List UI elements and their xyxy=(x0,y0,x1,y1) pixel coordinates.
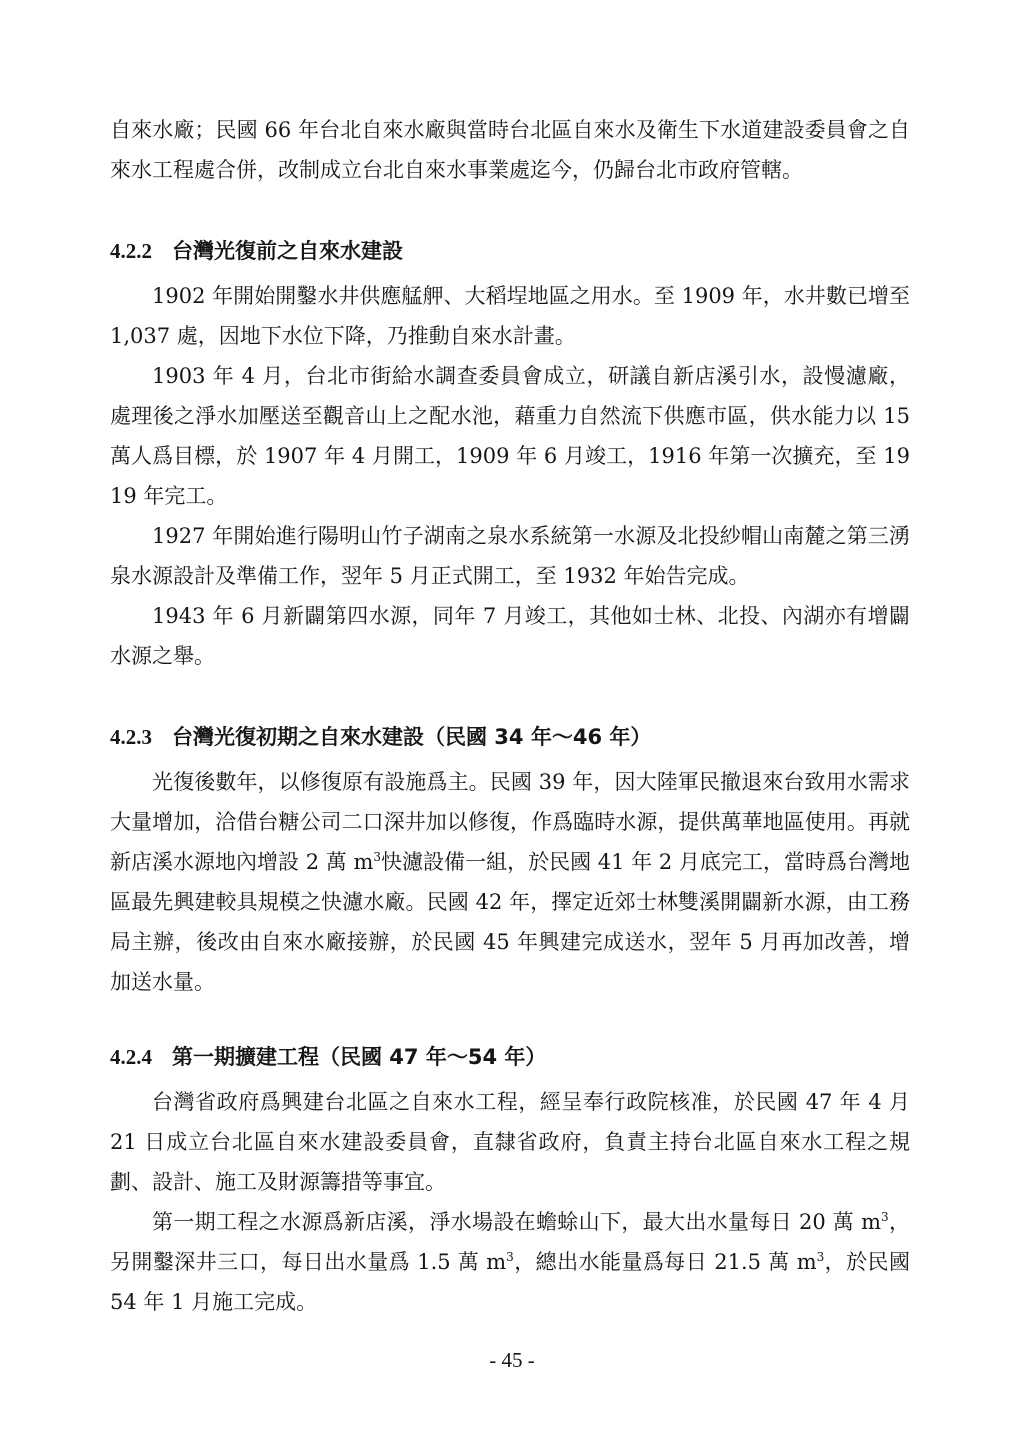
section-title: 台灣光復前之自來水建設 xyxy=(172,239,403,263)
text-run: ，於民國 54 年 1 月施工完成。 xyxy=(110,1250,910,1314)
text-run: 快濾設備一組，於民國 41 年 2 月底完工，當時爲台灣地區最先興建較具規模之快濾水廠。民國 42 年，擇定近郊士林雙溪開闢新水源，由工務局主辦，後改由自來水廠接辦，於民國 45 年興建完成送水，翌年 5 月再加改善，增加送水量。 xyxy=(110,850,910,994)
section-heading-4-2-4 xyxy=(110,1042,546,1072)
paragraph-1902-wells: 1902 年開始開鑿水井供應艋舺、大稻埕地區之用水。至 1909 年，水井數已增至 1,037 處，因地下水位下降，乃推動自來水計畫。 xyxy=(110,284,910,348)
paragraph-postwar-restoration xyxy=(110,762,910,1002)
paragraph-intro-continuation: 自來水廠；民國 66 年台北自來水廠與當時台北區自來水及衛生下水道建設委員會之自來水工程處合併，改制成立台北自來水事業處迄今，仍歸台北市政府管轄。 xyxy=(110,118,910,182)
paragraph-construction-committee: 台灣省政府爲興建台北區之自來水工程，經呈奉行政院核准，於民國 47 年 4 月 21 日成立台北區自來水建設委員會，直隸省政府，負責主持台北區自來水工程之規劃、設計、施工及財源籌措等事宜。 xyxy=(110,1090,910,1194)
paragraph-1903-committee: 1903 年 4 月，台北市街給水調查委員會成立，研議自新店溪引水，設慢濾廠，處理後之淨水加壓送至觀音山上之配水池，藉重力自然流下供應市區，供水能力以 15 萬人爲目標，於 1907 年 4 月開工，1909 年 6 月竣工，1916 年第一次擴充，至 1919 年完工。 xyxy=(110,364,910,508)
superscript-3: 3 xyxy=(506,1250,514,1264)
section-title: 第一期擴建工程（民國 47 年～54 年） xyxy=(172,1045,547,1069)
superscript-3: 3 xyxy=(373,850,382,864)
section-number: 4.2.4 xyxy=(110,1045,152,1069)
section-title: 台灣光復初期之自來水建設（民國 34 年～46 年） xyxy=(172,725,652,749)
section-heading-4-2-2 xyxy=(110,236,403,266)
paragraph-1927-springs: 1927 年開始進行陽明山竹子湖南之泉水系統第一水源及北投紗帽山南麓之第三湧泉水源設計及準備工作，翌年 5 月正式開工，至 1932 年始告完成。 xyxy=(110,524,910,588)
section-number: 4.2.2 xyxy=(110,239,152,263)
superscript-3: 3 xyxy=(881,1210,889,1224)
paragraph-1943-fourth-source: 1943 年 6 月新闢第四水源，同年 7 月竣工，其他如士林、北投、內湖亦有增闢水源之舉。 xyxy=(110,604,910,668)
section-heading-4-2-3 xyxy=(110,722,651,752)
paragraph-first-phase-source xyxy=(110,1202,910,1322)
text-run: ，總出水能量爲每日 21.5 萬 m xyxy=(513,1250,817,1274)
page-number: - 45 - xyxy=(489,1348,535,1372)
text-run: 第一期工程之水源爲新店溪，淨水場設在蟾蜍山下，最大出水量每日 20 萬 m xyxy=(152,1210,882,1234)
superscript-3: 3 xyxy=(816,1250,825,1264)
text-run: 光復後數年，以修復原有設施爲主。民國 39 年，因大陸軍民撤退來台致用水需求大量增加，洽借台糖公司二口深井加以修復，作爲臨時水源，提供萬華地區使用。再就新店溪水源地內增設 2 萬 m xyxy=(110,770,910,874)
text-run: ，另開鑿深井三口，每日出水量爲 1.5 萬 m xyxy=(110,1210,910,1274)
section-number: 4.2.3 xyxy=(110,725,152,749)
